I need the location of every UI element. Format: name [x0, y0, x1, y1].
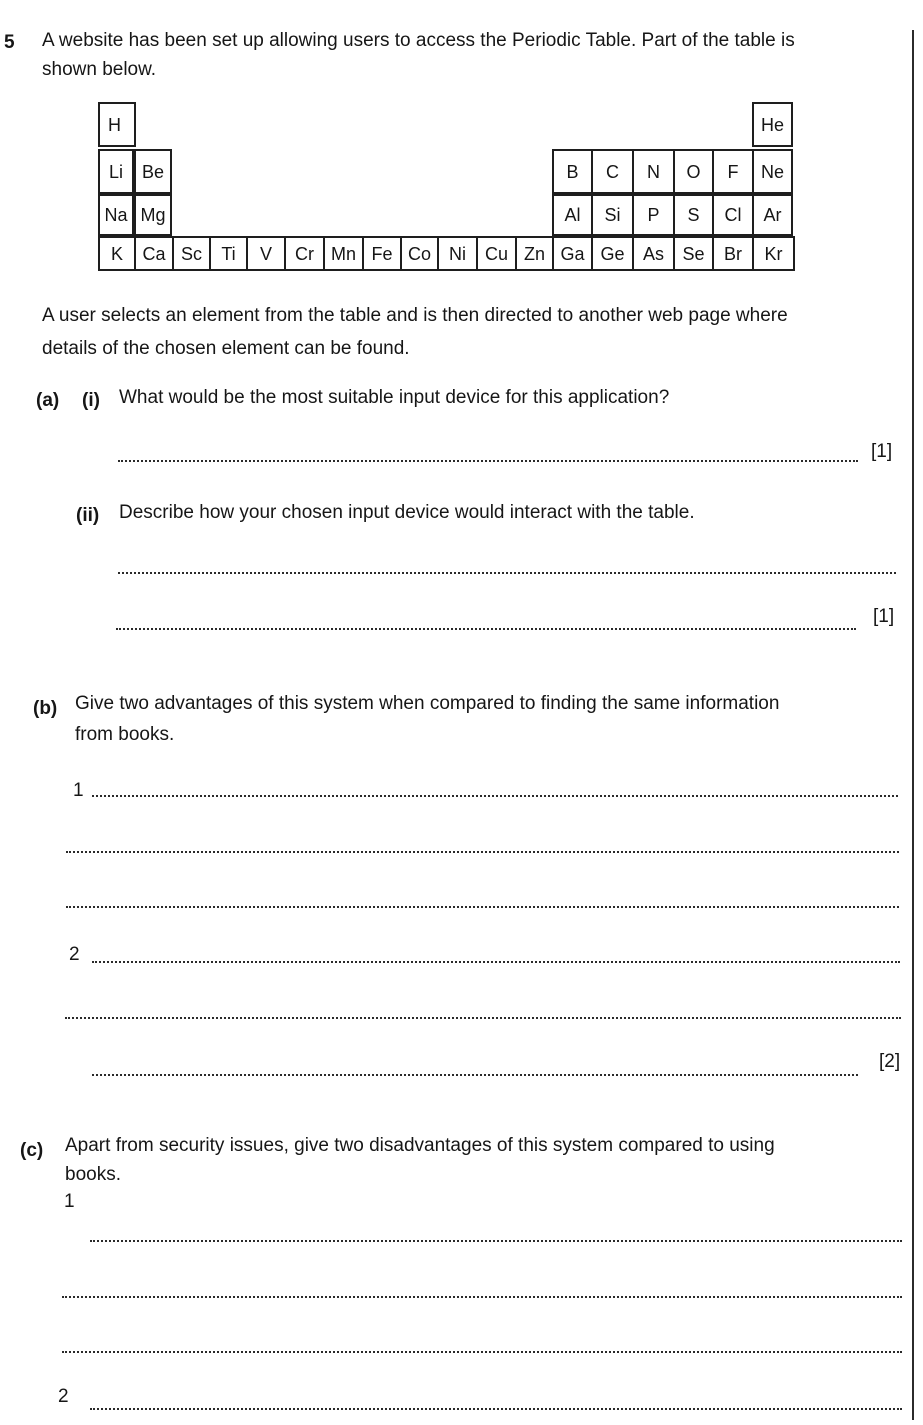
question-intro-line2: shown below.	[42, 59, 157, 80]
part-a-i-question: What would be the most suitable input device for this application?	[119, 387, 670, 408]
part-b-label: (b)	[33, 698, 58, 719]
answer-line-a-ii-2[interactable]	[116, 628, 856, 630]
part-b-question-line1: Give two advantages of this system when compared to finding the same information	[75, 693, 780, 714]
answer-line-b-1b[interactable]	[66, 851, 899, 853]
element-cell-ti[interactable]: Ti	[209, 236, 248, 271]
element-cell-fe[interactable]: Fe	[362, 236, 402, 271]
answer-line-c-2a[interactable]	[90, 1408, 902, 1410]
element-cell-cr[interactable]: Cr	[284, 236, 325, 271]
part-a-i-marks: [1]	[871, 441, 893, 462]
element-cell-as[interactable]: As	[632, 236, 675, 271]
part-b-item1-number: 1	[73, 780, 84, 801]
element-cell-ge[interactable]: Ge	[591, 236, 634, 271]
element-cell-ca[interactable]: Ca	[134, 236, 174, 271]
element-cell-br[interactable]: Br	[712, 236, 754, 271]
element-cell-mg[interactable]: Mg	[134, 194, 172, 236]
answer-line-c-1a[interactable]	[90, 1240, 902, 1242]
element-cell-kr[interactable]: Kr	[752, 236, 795, 271]
element-cell-n[interactable]: N	[632, 149, 675, 194]
element-cell-ni[interactable]: Ni	[437, 236, 478, 271]
part-c-question-line2: books.	[65, 1164, 121, 1185]
part-a-ii-marks: [1]	[873, 606, 895, 627]
element-cell-v[interactable]: V	[246, 236, 286, 271]
part-a-i-label: (i)	[82, 390, 100, 411]
part-a-ii-question: Describe how your chosen input device would interact with the table.	[119, 502, 695, 523]
answer-line-a-ii-1[interactable]	[118, 572, 896, 574]
element-cell-cl[interactable]: Cl	[712, 194, 754, 236]
answer-line-b-2a[interactable]	[92, 961, 900, 963]
after-table-line1: A user selects an element from the table and is then directed to another web page where	[42, 305, 788, 326]
answer-line-c-1b[interactable]	[62, 1296, 902, 1298]
element-cell-o[interactable]: O	[673, 149, 714, 194]
answer-line-c-1c[interactable]	[62, 1351, 902, 1353]
part-b-question-line2: from books.	[75, 724, 175, 745]
element-cell-na[interactable]: Na	[98, 194, 134, 236]
part-a-label: (a)	[36, 390, 60, 411]
element-cell-co[interactable]: Co	[400, 236, 439, 271]
element-cell-p[interactable]: P	[632, 194, 675, 236]
answer-line-a-i[interactable]	[118, 460, 858, 462]
element-cell-ne[interactable]: Ne	[752, 149, 793, 194]
answer-line-b-1c[interactable]	[66, 906, 899, 908]
element-cell-b[interactable]: B	[552, 149, 593, 194]
element-cell-se[interactable]: Se	[673, 236, 714, 271]
answer-line-b-2b[interactable]	[65, 1017, 901, 1019]
part-a-ii-label: (ii)	[76, 505, 100, 526]
part-c-label: (c)	[20, 1140, 44, 1161]
part-c-item1-number: 1	[64, 1191, 75, 1212]
part-c-question-line1: Apart from security issues, give two disadvantages of this system compared to using	[65, 1135, 775, 1156]
element-cell-s[interactable]: S	[673, 194, 714, 236]
periodic-table	[0, 0, 923, 300]
part-b-marks: [2]	[879, 1051, 901, 1072]
answer-line-b-2c[interactable]	[92, 1074, 858, 1076]
element-cell-al[interactable]: Al	[552, 194, 593, 236]
part-b-item2-number: 2	[69, 944, 80, 965]
element-cell-sc[interactable]: Sc	[172, 236, 211, 271]
answer-line-b-1a[interactable]	[92, 795, 898, 797]
element-cell-cu[interactable]: Cu	[476, 236, 517, 271]
element-cell-ar[interactable]: Ar	[752, 194, 793, 236]
question-number: 5	[4, 32, 15, 53]
element-cell-h[interactable]: H	[98, 102, 136, 147]
part-c-item2-number: 2	[58, 1386, 69, 1407]
after-table-line2: details of the chosen element can be found.	[42, 338, 410, 359]
element-cell-zn[interactable]: Zn	[515, 236, 554, 271]
element-cell-mn[interactable]: Mn	[323, 236, 364, 271]
element-cell-k[interactable]: K	[98, 236, 136, 271]
element-cell-f[interactable]: F	[712, 149, 754, 194]
element-cell-ga[interactable]: Ga	[552, 236, 593, 271]
element-cell-be[interactable]: Be	[134, 149, 172, 194]
element-cell-li[interactable]: Li	[98, 149, 134, 194]
question-intro-line1: A website has been set up allowing users to access the Periodic Table. Part of the table is	[42, 30, 795, 51]
element-cell-c[interactable]: C	[591, 149, 634, 194]
element-cell-he[interactable]: He	[752, 102, 793, 147]
element-cell-si[interactable]: Si	[591, 194, 634, 236]
